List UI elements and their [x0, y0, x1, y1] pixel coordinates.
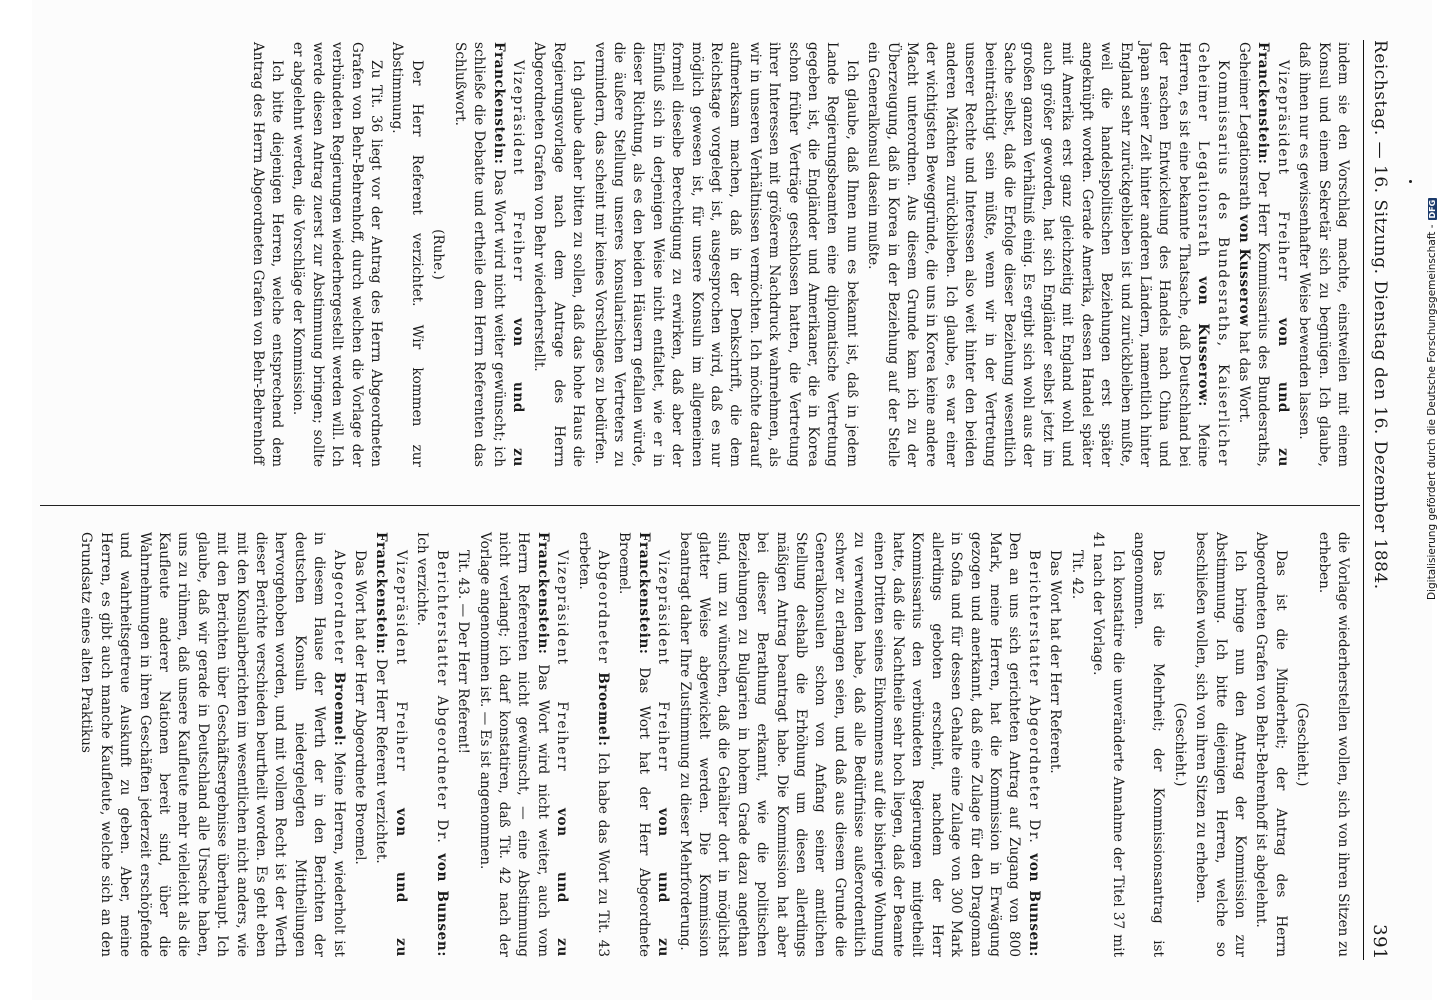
paragraph	[1251, 532, 1290, 957]
paragraph	[1066, 532, 1085, 957]
speaker-name: von Bunsen:	[433, 853, 450, 957]
text-run: Kommissarius des Bundesraths, Kaiserlicher Geheimer Legationsrath	[1195, 42, 1231, 467]
paragraph	[1191, 532, 1249, 957]
text-run: Der Herr Referent verzichtet.	[373, 654, 390, 864]
speaker-name: Broemel:	[594, 672, 611, 747]
footer-attribution	[1408, 0, 1438, 1000]
paragraph	[453, 532, 472, 957]
text-run: Vizepräsident Freiherr	[392, 550, 409, 809]
running-head: Reichstag. — 16. Sitzung. Dienstag den 16. Dezember 1884.	[1370, 40, 1390, 590]
paragraph	[1313, 532, 1352, 957]
text-run: Ich glaube, daß Ihnen nun es bekannt ist, daß in jedem Lande Regierungsbeamten eine diplomatische Vertretung gegeben ist, die Engländer und Amerikaner, die in Korea schon früher Verträge geschlossen hatten, die Vertretung ihrer Interessen mit größerem Nachdruck wahrnehmen, als wir in unseren Verhältnissen vermöchten. Ich möchte darauf aufmerksam machen, daß in der Denkschrift, die dem Reichstage vorgelegt ist, ausgesprochen wird, daß es nur möglich gewesen ist, für unsere Konsuln im allgemeinen formell dieselbe Berechtigung zu erwirken, daß aber der Einfluß sich in derjenigen Weise nicht entfaltet, wie er in dieser Richtung, als es den beiden Häusern gefallen würde, die äußere Stellung unseres konsularischen Vertreters zu vermindern, das scheint mir keines Vorschlages zu bedürfen.	[591, 42, 860, 467]
text-run: (Geschieht.)	[1171, 702, 1188, 787]
page-number: 391	[1369, 924, 1390, 960]
text-run: Ich konstatire die unveränderte Annahme der Titel 37 mit 41 nach der Vorlage.	[1090, 532, 1126, 957]
text-run: Ich bitte diejenigen Herren, welche entsprechend dem Antrag des Herrn Abgeordneten Grafen von Behr-Behrenhoff	[249, 42, 286, 467]
paragraph	[1234, 42, 1292, 467]
text-run: Das Wort hat der Herr Abgeordnete Broemel.	[616, 532, 652, 957]
text-run: Meine Herren, wiederholt ist in diesem Hause der Werth der in den Berichten der deutschen Konsuln niedergelegten Mittheilungen hervorgehoben worden, und mit vollem Recht ist der Werth dieser Berichte verschieden beurtheilt worden. Es geht eben mit den Konsularberichten im wesentlichen nicht anders, wie mit den Berichten über Geschäftsergebnisse überhaupt. Ich glaube, daß wir gerade in Deutschland alle Ursache haben, uns zu rühmen, daß unsere Kaufleute mehr vielleicht als die Kaufleute anderer Nationen bereit sind, über die Wahrnehmungen in ihren Geschäften jederzeit erschöpfende und wahrheitsgetreue Auskunft zu geben. Aber, meine Herren, es gibt auch manche Kaufleute, welche sich an den Grundsatz eines alten Praktikus	[78, 532, 347, 957]
text-run: Ich verzichte.	[414, 532, 431, 626]
paragraph	[350, 532, 369, 957]
speaker-name: von und zu Franckenstein:	[1255, 42, 1291, 467]
paragraph	[1292, 532, 1311, 957]
text-run: Abgeordneter	[594, 550, 611, 673]
text-run: Tit. 42.	[1068, 550, 1085, 600]
scanned-page	[32, 0, 1432, 1000]
speaker-name: Broemel:	[330, 671, 347, 747]
text-run: Berichterstatter Abgeordneter Dr.	[433, 550, 450, 854]
text-run: (Geschieht.)	[1294, 702, 1311, 787]
paragraph	[1129, 532, 1168, 957]
paragraph	[674, 532, 1043, 957]
paragraph	[529, 42, 587, 467]
paragraph	[76, 532, 348, 957]
paragraph	[474, 532, 571, 957]
text-run: Vizepräsident Freiherr	[655, 550, 672, 809]
text-run: Vizepräsident Freiherr	[1274, 60, 1291, 319]
text-run: Das Wort hat der Herr Referent.	[1047, 550, 1064, 774]
paragraph	[1169, 532, 1188, 957]
text-run: Das Wort wird nicht weiter, auch vom Herrn Referenten nicht gewünscht, — eine Abstimmung nicht verlangt; ich darf konstatiren, daß Tit. 42 nach der Vorlage angenommen ist. — Es ist angenommen.	[476, 532, 551, 957]
page-header	[1363, 40, 1394, 960]
attribution-text: Digitalisierung gefördert durch die Deutsche Forschungsgemeinschaft -	[1426, 224, 1438, 600]
text-run: die Vorlage wiederherstellen wollen, sich von ihren Sitzen zu erheben.	[1315, 532, 1351, 957]
text-run: Tit. 43. — Der Herr Referent!	[455, 550, 472, 754]
text-run: hat das Wort.	[1235, 326, 1252, 424]
text-run: Berichterstatter Abgeordneter Dr.	[1025, 550, 1042, 854]
dfg-logo: DFG	[1428, 199, 1437, 219]
text-run: Ich habe das Wort zu Tit. 43 erbeten.	[575, 532, 611, 958]
paragraph	[412, 532, 451, 957]
text-run: Ich glaube daher bitten zu sollen, daß das hohe Haus die Regierungsvorlage nach dem Antrage des Herrn Abgeordneten Grafen von Behr wiederherstellt.	[531, 42, 587, 467]
text-run: Zu Tit. 36 liegt vor der Antrag des Herrn Abgeordneten Grafen von Behr-Behrenhoff, durch welchen die Vorlage der verbündeten Regierungen wiederhergestellt werden will. Ich werde diesen Antrag zuerst zur Abstimmung bringen; sollte er abgelehnt werden, die Vorschläge der Kommission.	[290, 42, 385, 467]
speaker-name: von und zu Franckenstein:	[635, 532, 672, 957]
left-column	[52, 42, 1352, 467]
paragraph	[428, 42, 447, 467]
speaker-name: von Kusserow	[1235, 214, 1252, 327]
text-run: Der Herr Kommissarius des Bundesraths, Geheimer Legationsrath	[1235, 42, 1272, 467]
right-column	[52, 532, 1352, 957]
paragraph	[1294, 42, 1352, 467]
text-run: Das Wort hat der Herr Abgeordnete Broemel.	[352, 550, 369, 865]
paragraph	[573, 532, 612, 957]
speaker-name: von und zu Franckenstein:	[373, 532, 409, 957]
paragraph	[449, 42, 527, 467]
column-divider	[40, 505, 1360, 506]
text-run: (Ruhe.)	[430, 229, 447, 280]
speaker-name: von Kusserow:	[1195, 276, 1212, 407]
text-run: Ich bringe nun den Antrag der Kommission zur Abstimmung. Ich bitte diejenigen Herren, welche so beschließen wollen, sich von ihren Sitzen zu erheben.	[1193, 532, 1248, 957]
paragraph	[1088, 532, 1127, 957]
text-run: Meine Herren, es ist eine bekannte Thatsache, daß Deutschland bei der raschen Entwickelung des Handels nach China und Japan seiner Zeit hinter anderen Ländern, namentlich hinter England sehr zurückgeblieben ist und zurückbleiben mußte, weil die handelspolitischen Beziehungen erst später angeknüpft worden. Gerade Amerika, dessen Handel später mit Amerika erst ganz gleichzeitig mit England wohl und auch größer geworden, hat sich Engländer selbst jetzt im großen ganzen Verhältniß einig. Es ergibt sich wohl aus der Sache selbst, daß die Erfolge dieser Beziehung wesentlich beeinträchtigt sein müßte, wenn wir in der Vertretung unserer Rechte und Interessen also weit hinter den beiden anderen Mächten zurückblieben. Ich glaube, es war einer der wichtigsten Beweggründe, die uns in Korea keine andere Macht unterordnen. Aus diesem Grunde kam ich zu der Überzeugung, daß in Korea in der Beziehung auf der Stelle ein Generalkonsul dasein mußte.	[865, 42, 1212, 467]
text-run: Vizepräsident Freiherr	[509, 60, 526, 319]
text-run: Der Herr Referent verzichtet. Wir kommen zur Abstimmung.	[389, 42, 425, 467]
text-run: Vizepräsident Freiherr	[554, 550, 571, 809]
text-run: Das ist die Mehrheit; der Kommissionsantrag ist angenommen.	[1130, 532, 1167, 957]
text-run: Den an uns sich gerichteten Antrag auf Zugang von 800 Mark, meine Herren, hat die Kommission in Erwägung gezogen und anerkannt, daß eine Zulage für den Dragoman in Sofia und für dessen Gehalte eine Zulage von 300 Mark allerdings geboten erscheint, nachdem der Herr Kommissarius den verbündeten Regierungen mitgetheilt hatte, daß die Nachtheile sehr hoch liegen, daß der Beamte einen Dritten seines Einkommens auf die bisherige Wohnung zu verwenden habe, daß alle Bedürfnisse außerordentlich schwer zu erlangen seien, und daß aus diesem Grunde die Generalkonsulen schon von Anfang seiner amtlichen Stellung deshalb die Erhöhung um diesen allerdings mäßigen Antrag beantragt habe. Die Kommission hat aber bei dieser Berathung erkannt, wie die politischen Beziehungen zu Bulgarien in hohem Grade dazu angethan sind, um zu wünschen, daß die Gehälter dort in möglichst glatter Weise abgewickelt werden. Die Kommission beantragt daher Ihre Zustimmung zu dieser Mehrforderung.	[676, 532, 1023, 957]
speaker-name: von und zu Franckenstein:	[490, 42, 526, 467]
text-run: indem sie den Vorschlag machte, einstweilen mit einem Konsul und einem Sekretär sich zu begnügen. Ich glaube, daß ihnen nur es gewissenhafter Weise bewenden lassen.	[1296, 42, 1351, 467]
text-run: Abgeordneter	[330, 550, 347, 672]
paragraph	[247, 42, 286, 467]
speaker-name: von und zu Franckenstein:	[534, 532, 571, 957]
text-run: Das ist die Minderheit; der Antrag des Herrn Abgeordneten Grafen von Behr-Behrenhoff ist abgelehnt.	[1253, 532, 1289, 957]
text-run: Das Wort wird nicht weiter gewünscht; ich schließe die Debatte und ertheile dem Herrn Referenten das Schlußwort.	[451, 42, 507, 467]
paragraph	[589, 42, 861, 467]
paragraph	[288, 42, 385, 467]
paragraph	[863, 42, 1232, 467]
speaker-name: von Bunsen:	[1025, 853, 1042, 957]
paragraph	[1045, 532, 1064, 957]
paragraph	[387, 42, 426, 467]
paragraph	[614, 532, 672, 957]
paragraph	[371, 532, 410, 957]
